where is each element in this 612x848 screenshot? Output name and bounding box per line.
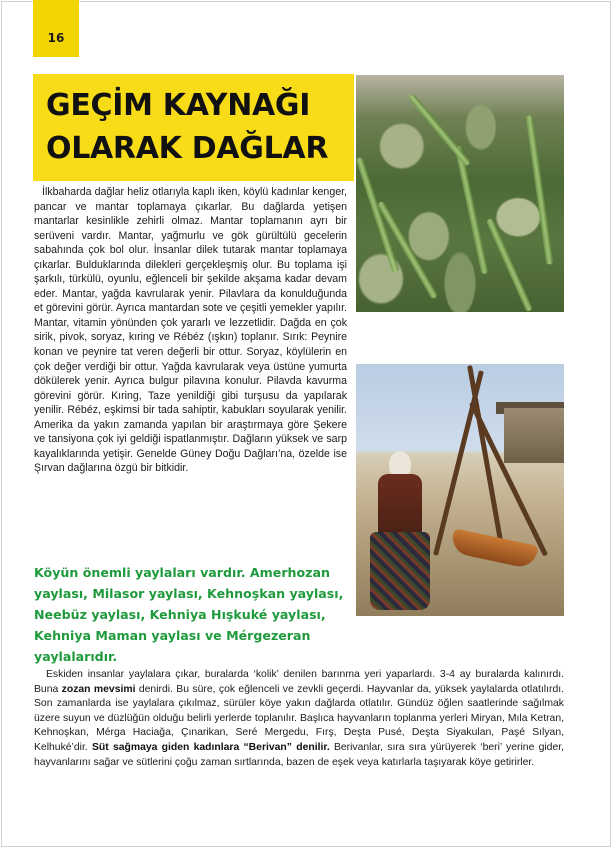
article-lower-paragraph [34, 668, 564, 770]
lower-text-part-1: Eskiden insanlar yaylalara çıkar, buralarda ‘kolik’ denilen barınma yeri yaparlardı. 3-4 ay buralarda kalınırdı. Buna [34, 669, 564, 695]
woman-churning-butter-photo [356, 364, 564, 616]
lower-text-bold-2: Süt sağmaya giden kadınlara “Berivan” denilir. [91, 741, 330, 753]
lower-text-part-2: denirdi. Bu süre, çok eğlenceli ve zevkli geçerdi. Hayvanlar da, yüksek yaylalarda otlatılırdı. Son zamanlarda ise yaylalara çıkılmaz, sürüler köye yakın dağlarda otlatılır. Gündüz öğlen saatlerinde sağılmak üzere suyun ve düzlüğün olduğu belirli yerlerde toplanılır. Başlıca hayvanların toplanma yerleri Miryan, Mıla Ketran, Kehnoşkan, Mérga Haciağa, Çınarikan, Seré Mergedu, Fırş, Deşta Pusé, Deşta Siyakulan, Paşé Sılyan, Kelhuké’dir. [34, 683, 565, 753]
lower-text-part-3: Berivanlar, sıra sıra yürüyerek ‘beri’ yerine gider, hayvanlarını sağar ve sütlerini çoğu zaman sırtlarında, bazen de eşek veya katırlarla taşıyarak köye getirirler. [34, 741, 565, 768]
lower-text-bold-1: zozan mevsimi [61, 683, 136, 695]
page-title-line-1: GEÇİM KAYNAĞI [46, 88, 311, 123]
page-title-line-2: OLARAK DAĞLAR [46, 131, 329, 166]
title-banner [33, 74, 354, 181]
page-number: 16 [47, 31, 65, 45]
page-number-tab [33, 0, 79, 57]
highland-pastures-highlight: Köyün önemli yaylaları vardır. Amerhozan yaylası, Milasor yaylası, Kehnoşkan yaylası, Neebüz yaylası, Kehniya Hışkuké yaylası, Kehniya Maman yaylası ve Mérgezeran yaylalarıdır. [34, 565, 344, 664]
article-main-paragraph: İlkbaharda dağlar heliz otlarıyla kaplı iken, köylü kadınlar kenger, pancar ve mantar toplamaya çıkarlar. Bu dağlarda yetişen mantarlar kesinlikle zehirli olmaz. Mantar toplamanın ayrı bir serüveni vardır. Mantar, yağmurlu ve gök gürültülü gecelerin sabahında çok bol olur. İnsanlar dilek tutarak mantar toplamaya çıkarlar. Bulduklarında dilekleri gerçekleşmiş olur. Bu toplama işi şarkılı, türkülü, oyunlu, eğlenceli bir şekilde akşama kadar devam eder. Mantar, yağda kavrularak yenir. Pilavlara da konulduğunda et görevini görür. Ayrıca mantardan sote ve çeşitli yemekler yapılır. Mantar, vitamin yönünden çok yararlı ve lezzetlidir. Dağda en çok sirik, pivok, soryaz, kıring ve Rébéz (ışkın) toplanır. Sırık: Peynire konan ve peynire tat veren değerli bir ottur. Soryaz, köylülerin en çok değer verdiği bir ottur. Yağda kavrularak veya üstüne yumurta dökülerek yenir. Ayrıca bulgur pilavına konulur. Pilavda kavurma görevini görür. Kıring, Taze yenildiği gibi turşusu da yapılarak yenilir. Rébéz, eşkimsi bir tada sahiptir, kabukları soyularak yenilir. Amerika da yakın zamanda yapılan bir araştırmaya göre Şekere ve tansiyona çok iyi geldiği ispatlanmıştır. Dağların yüksek ve sarp kayalıklarında yetişir. Genelde Güney Doğu Dağları’na, özelde ise Şırvan dağlarına özgü bir bitkidir. [34, 186, 347, 475]
wild-vegetables-photo [356, 75, 564, 312]
